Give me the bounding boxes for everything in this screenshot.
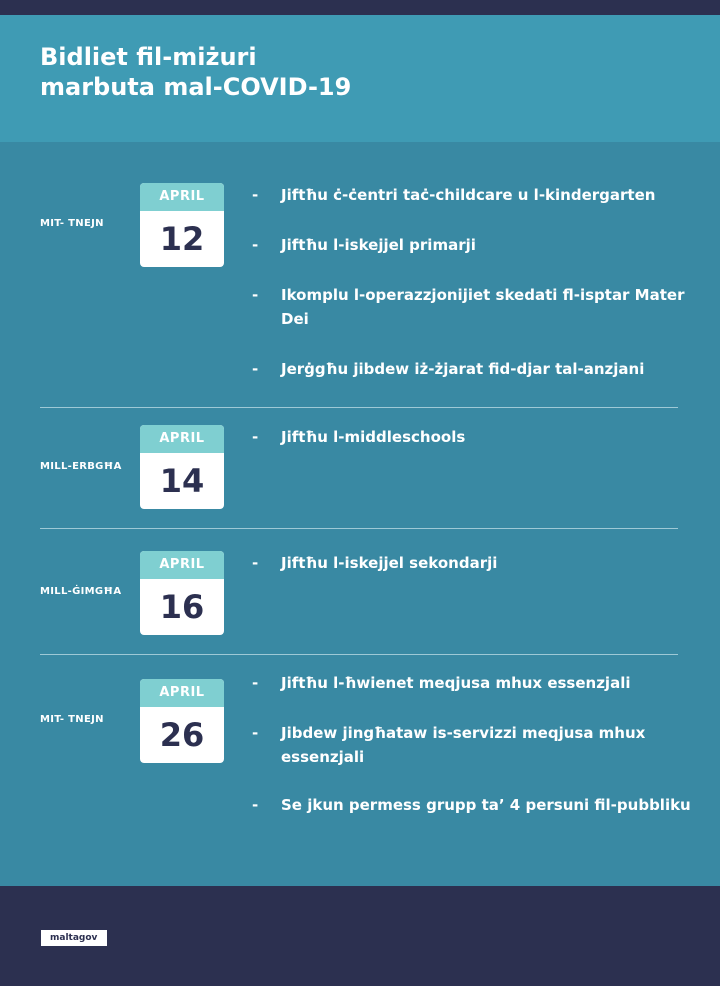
footer-bar (0, 886, 720, 986)
calendar-badge (140, 183, 224, 267)
measures-list (252, 425, 692, 449)
section-divider (40, 528, 678, 529)
calendar-badge (140, 425, 224, 509)
calendar-badge (140, 551, 224, 635)
section-divider (40, 407, 678, 408)
day-label: MIT- TNEJN (40, 218, 104, 229)
page-title (40, 42, 351, 102)
calendar-date: 14 (159, 462, 205, 500)
day-label: MIT- TNEJN (40, 714, 104, 725)
list-item: - Jerġgħu jibdew iż-żjarat fid-djar tal-anzjani (252, 357, 692, 381)
calendar-month: APRIL (140, 551, 224, 579)
calendar-date: 12 (159, 220, 205, 258)
measures-list (252, 551, 692, 575)
list-item: - Jiftħu l-iskejjel primarji (252, 233, 692, 257)
list-item: - Jiftħu l-iskejjel sekondarji (252, 551, 692, 575)
list-item: - Jiftħu l-ħwienet meqjusa mhux essenzjali (252, 671, 692, 695)
list-item: - Jiftħu l-middleschools (252, 425, 692, 449)
list-item: - Se jkun permess grupp ta’ 4 persuni fil-pubbliku (252, 793, 692, 817)
title-line-1: Bidliet fil-miżuri (40, 43, 257, 71)
calendar-date: 26 (159, 716, 205, 754)
section-divider (40, 654, 678, 655)
day-label: MILL-ERBGĦA (40, 461, 122, 472)
calendar-date: 16 (159, 588, 205, 626)
maltagov-logo: maltagov (41, 930, 107, 946)
title-line-2: marbuta mal-COVID-19 (40, 73, 352, 101)
calendar-month: APRIL (140, 183, 224, 211)
list-item: - Jibdew jingħataw is-servizzi meqjusa mhux essenzjali (252, 721, 692, 769)
list-item: - Ikomplu l-operazzjonijiet skedati fl-isptar Mater Dei (252, 283, 692, 331)
calendar-badge (140, 679, 224, 763)
list-item: - Jiftħu ċ-ċentri taċ-childcare u l-kindergarten (252, 183, 692, 207)
calendar-month: APRIL (140, 679, 224, 707)
day-label: MILL-ĠIMGĦA (40, 586, 122, 597)
calendar-month: APRIL (140, 425, 224, 453)
measures-list (252, 183, 692, 381)
measures-list (252, 671, 692, 817)
top-bar (0, 0, 720, 15)
